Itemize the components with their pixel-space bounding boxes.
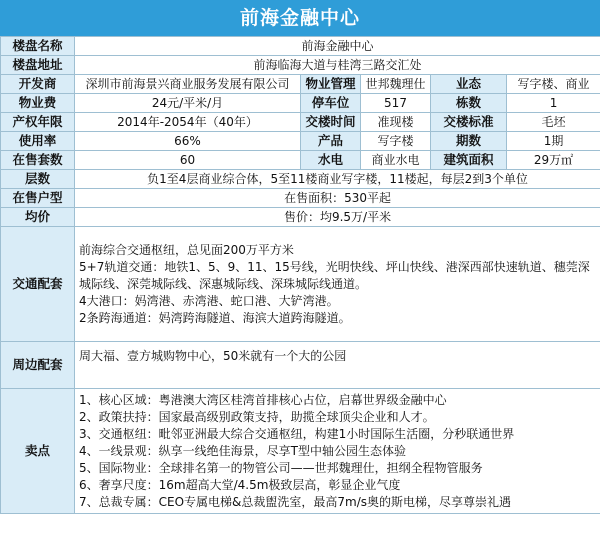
- row-fee: [1, 94, 600, 113]
- property-info-table: [0, 36, 600, 514]
- row-traffic: [1, 227, 600, 342]
- value-address: 前海临海大道与桂湾三路交汇处: [75, 56, 600, 75]
- label-water-elec: 水电: [301, 151, 361, 170]
- value-buildings: 1: [507, 94, 600, 113]
- selling-point-item: 6、奢享尺度：16m超高大堂/4.5m极致层高，彰显企业气度: [79, 477, 401, 492]
- value-delivery-time: 准现楼: [361, 113, 431, 132]
- value-format: 写字楼、商业: [507, 75, 600, 94]
- label-on-sale: 在售套数: [1, 151, 75, 170]
- traffic-line: 4大港口：妈湾港、赤湾港、蛇口港、大铲湾港。: [79, 293, 339, 308]
- selling-point-item: 5、国际物业：全球排名第一的物管公司——世邦魏理仕，担纲全程物管服务: [79, 460, 483, 475]
- value-name: 前海金融中心: [75, 37, 600, 56]
- label-unit-type: 在售户型: [1, 189, 75, 208]
- label-parking: 停车位: [301, 94, 361, 113]
- selling-point-item: 1、核心区域：粤港澳大湾区桂湾首排核心占位，启幕世界级金融中心: [79, 392, 447, 407]
- selling-point-item: 4、一线景观：纵享一线绝佳海景，尽享T型中轴公园生态体验: [79, 443, 406, 458]
- value-water-elec: 商业水电: [361, 151, 431, 170]
- row-usage: [1, 132, 600, 151]
- label-floors: 层数: [1, 170, 75, 189]
- label-format: 业态: [431, 75, 507, 94]
- selling-point-item: 7、总裁专属：CEO专属电梯&总裁盥洗室，最高7m/s奥的斯电梯，尽享尊崇礼遇: [79, 494, 512, 509]
- label-surrounding: 周边配套: [1, 342, 75, 389]
- label-delivery-time: 交楼时间: [301, 113, 361, 132]
- value-fee: 24元/平米/月: [75, 94, 301, 113]
- value-price: 售价：均9.5万/平米: [75, 208, 600, 227]
- value-developer: 深圳市前海景兴商业服务发展有限公司: [75, 75, 301, 94]
- label-traffic: 交通配套: [1, 227, 75, 342]
- label-term: 产权年限: [1, 113, 75, 132]
- page-title: 前海金融中心: [0, 0, 600, 36]
- value-phase: 1期: [507, 132, 600, 151]
- label-developer: 开发商: [1, 75, 75, 94]
- label-area: 建筑面积: [431, 151, 507, 170]
- row-name: [1, 37, 600, 56]
- row-price: [1, 208, 600, 227]
- label-name: 楼盘名称: [1, 37, 75, 56]
- value-usage: 66%: [75, 132, 301, 151]
- row-address: [1, 56, 600, 75]
- value-delivery-std: 毛坯: [507, 113, 600, 132]
- value-selling-points: [75, 389, 600, 514]
- row-selling-points: [1, 389, 600, 514]
- label-fee: 物业费: [1, 94, 75, 113]
- row-surrounding: [1, 342, 600, 389]
- value-unit-type: 在售面积：530平起: [75, 189, 600, 208]
- label-selling-points: 卖点: [1, 389, 75, 514]
- label-price: 均价: [1, 208, 75, 227]
- value-product: 写字楼: [361, 132, 431, 151]
- row-on-sale: [1, 151, 600, 170]
- value-on-sale: 60: [75, 151, 301, 170]
- label-phase: 期数: [431, 132, 507, 151]
- traffic-line: 5+7轨道交通：地铁1、5、9、11、15号线，光明快线、坪山快线、港深西部快速轨道、穗莞深城际线、深莞城际线、深惠城际线、深珠城际线通道。: [79, 259, 590, 291]
- row-developer: [1, 75, 600, 94]
- value-traffic: [75, 227, 600, 342]
- value-term: 2014年-2054年（40年）: [75, 113, 301, 132]
- value-parking: 517: [361, 94, 431, 113]
- traffic-line: 2条跨海通道：妈湾跨海隧道、海滨大道跨海隧道。: [79, 310, 351, 325]
- label-delivery-std: 交楼标准: [431, 113, 507, 132]
- value-floors: 负1至4层商业综合体，5至11楼商业写字楼，11楼起，每层2到3个单位: [75, 170, 600, 189]
- selling-point-item: 2、政策扶持：国家最高级别政策支持，助揽全球顶尖企业和人才。: [79, 409, 435, 424]
- label-usage: 使用率: [1, 132, 75, 151]
- traffic-line: 前海综合交通枢纽，总见面200万平方米: [79, 242, 294, 257]
- selling-point-item: 3、交通枢纽：毗邻亚洲最大综合交通枢纽，构建1小时国际生活圈，分秒联通世界: [79, 426, 515, 441]
- value-surrounding: 周大福、壹方城购物中心，50米就有一个大的公园: [75, 342, 600, 389]
- label-product: 产品: [301, 132, 361, 151]
- row-term: [1, 113, 600, 132]
- value-area: 29万㎡: [507, 151, 600, 170]
- row-floors: [1, 170, 600, 189]
- value-property-mgmt: 世邦魏理仕: [361, 75, 431, 94]
- label-buildings: 栋数: [431, 94, 507, 113]
- label-property-mgmt: 物业管理: [301, 75, 361, 94]
- row-unit-type: [1, 189, 600, 208]
- label-address: 楼盘地址: [1, 56, 75, 75]
